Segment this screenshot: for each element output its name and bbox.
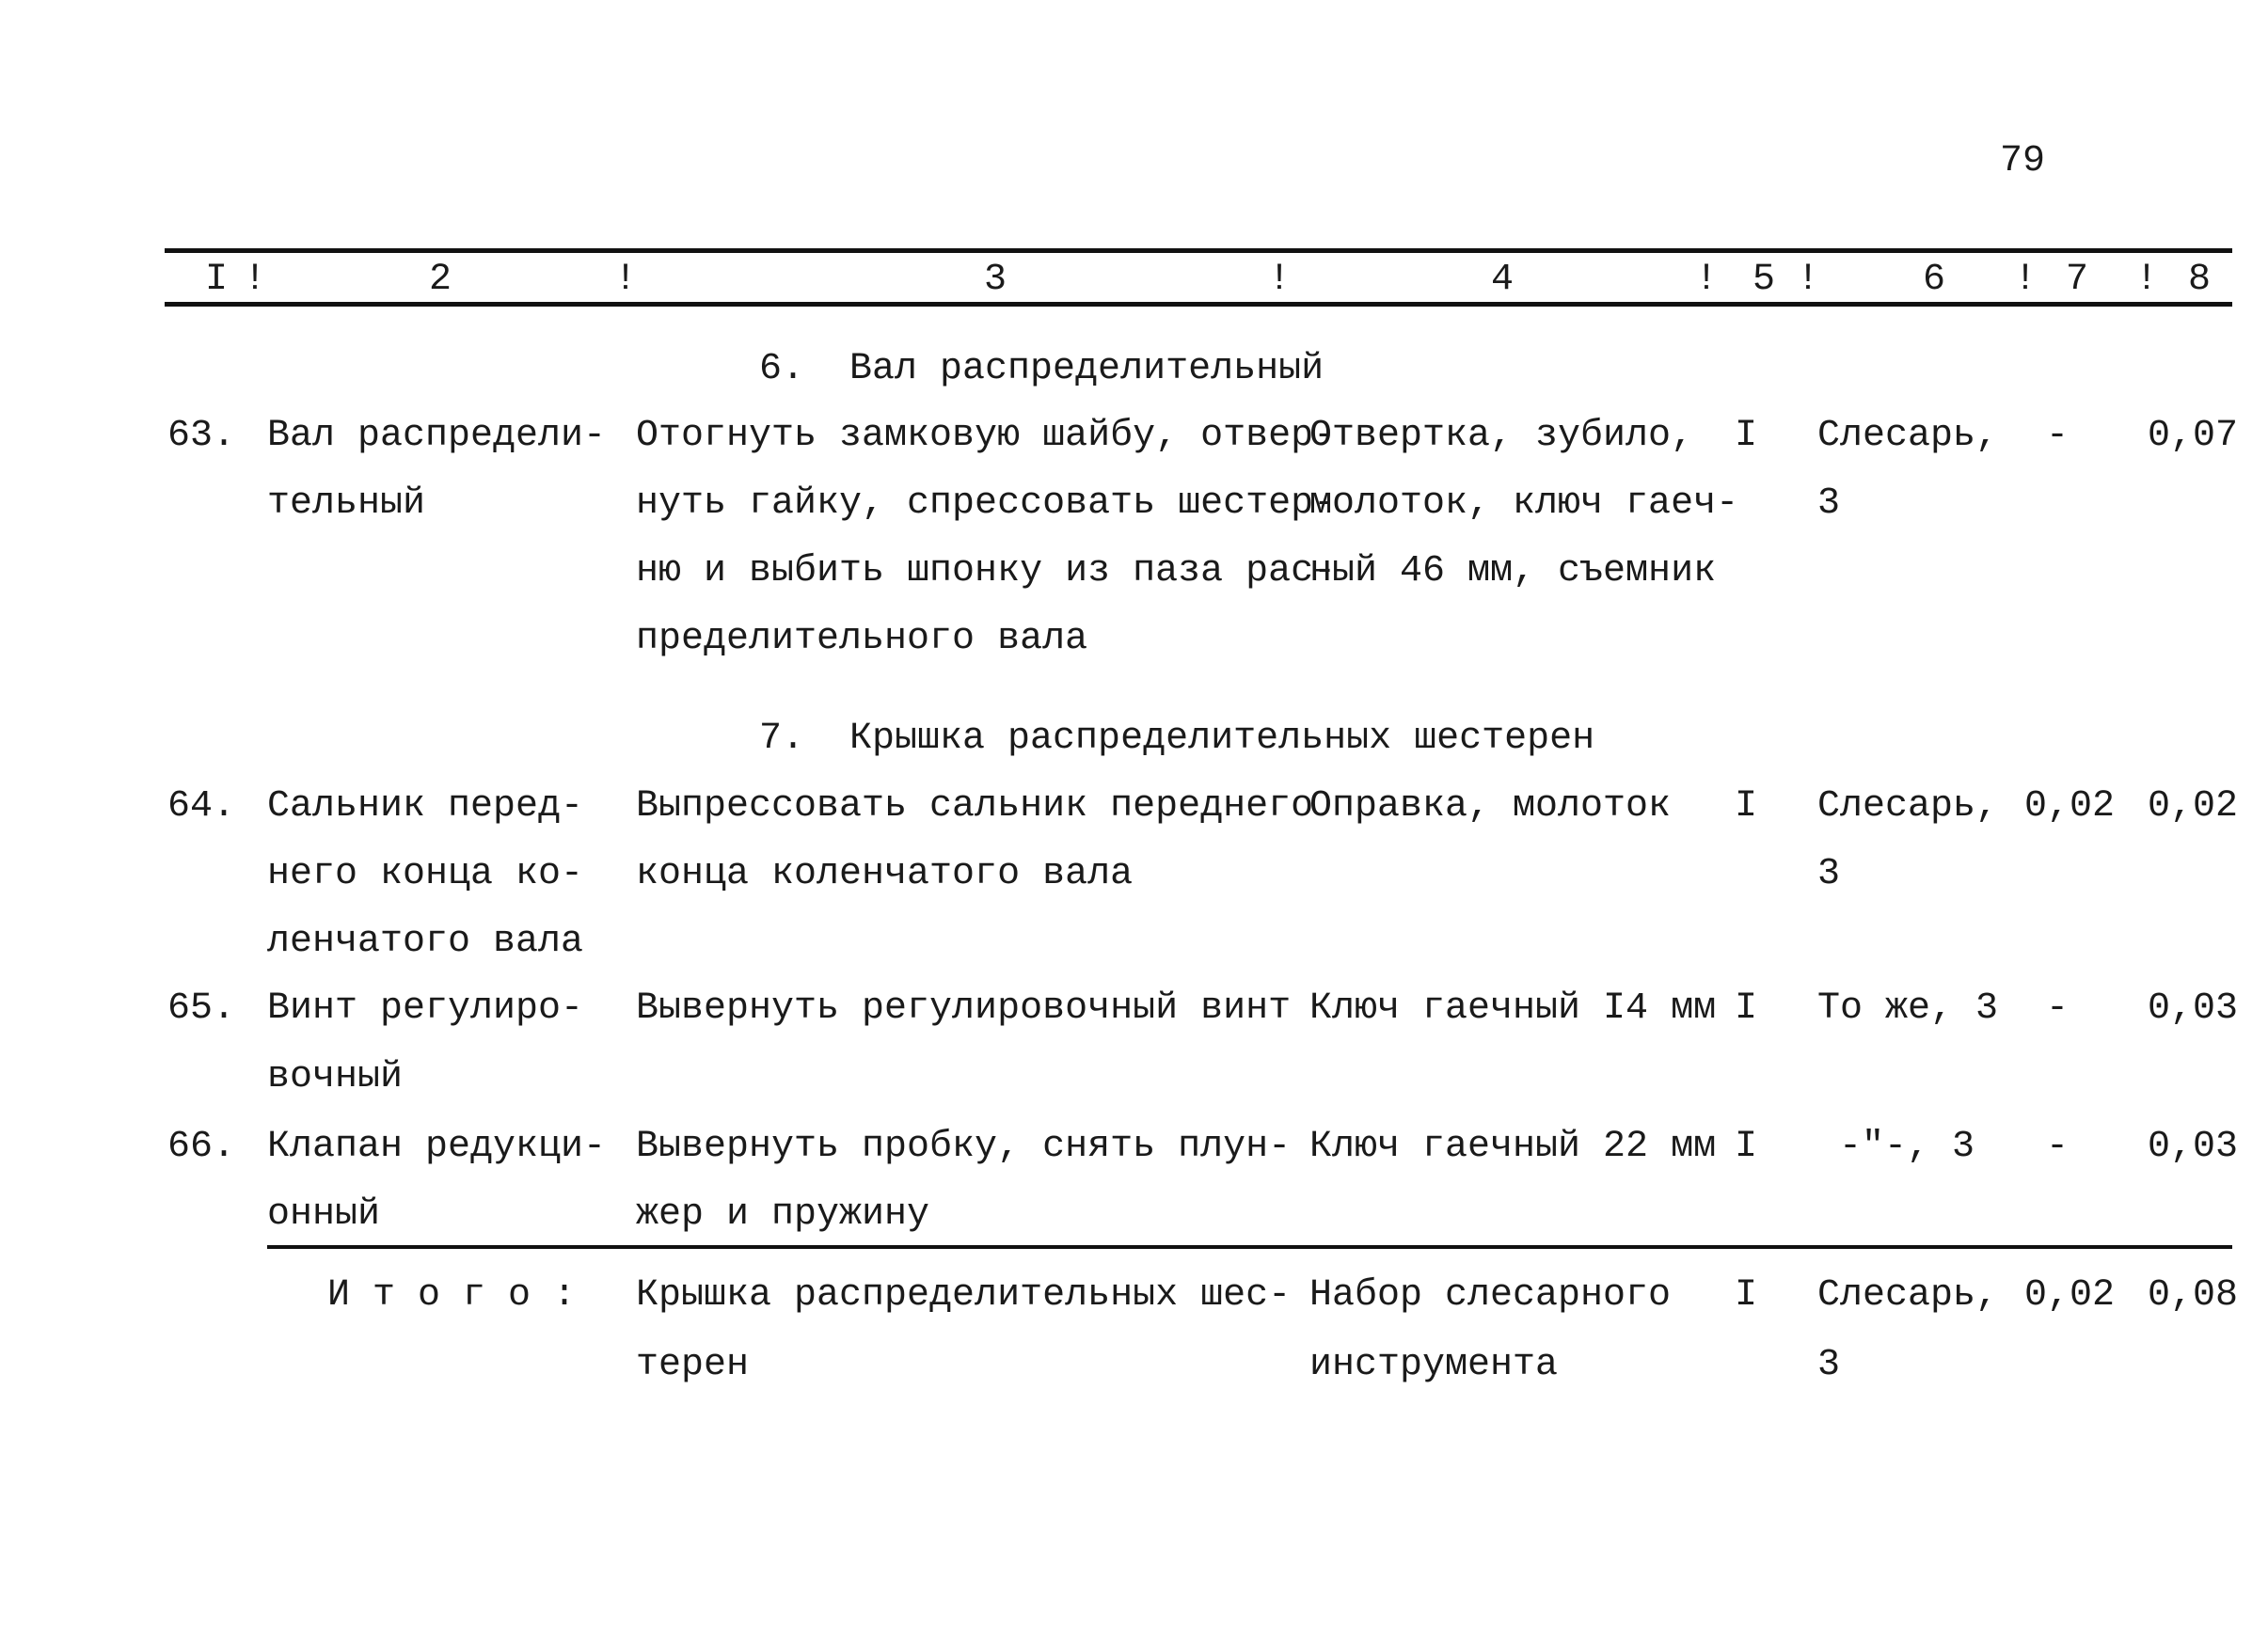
column-header-6: 6 [1922, 259, 1946, 301]
column-header-2: 2 [428, 259, 452, 301]
worker-text: Слесарь, [1817, 785, 1999, 828]
header-bottom-rule [165, 302, 2232, 307]
part-name: онный [267, 1193, 381, 1236]
worker-text: Слесарь, [1817, 1274, 1999, 1317]
column-separator: ! [2134, 259, 2159, 301]
tools-text: Ключ гаечный I4 мм [1309, 987, 1717, 1030]
part-name: него конца ко- [267, 853, 584, 895]
total-rule [267, 1245, 2232, 1249]
worker-text: 3 [1817, 1344, 1841, 1386]
row-number: 66. [167, 1126, 236, 1168]
tools-text: молоток, ключ гаеч- [1309, 482, 1739, 525]
tools-text: Ключ гаечный 22 мм [1309, 1126, 1717, 1168]
operation-text: нуть гайку, спрессовать шестер- [636, 482, 1337, 525]
tools-text: Оправка, молоток [1309, 785, 1672, 828]
quantity-value: I [1735, 785, 1758, 828]
column-separator: ! [613, 259, 638, 301]
column-8-value: 0,03 [2148, 1126, 2239, 1168]
column-separator: ! [2013, 259, 2038, 301]
row-number: 65. [167, 987, 236, 1030]
column-8-value: 0,02 [2148, 785, 2239, 828]
operation-text: терен [636, 1344, 750, 1386]
part-name: ленчатого вала [267, 921, 584, 963]
quantity-value: I [1735, 415, 1758, 457]
total-label: И т о г о : [327, 1274, 577, 1317]
column-separator: ! [1796, 259, 1820, 301]
column-header-8: 8 [2187, 259, 2212, 301]
operation-text: Крышка распределительных шес- [636, 1274, 1292, 1317]
column-7-value: 0,02 [2024, 785, 2116, 828]
operation-text: Отогнуть замковую шайбу, отвер- [636, 415, 1337, 457]
quantity-value: I [1735, 1274, 1758, 1317]
tools-text: инструмента [1309, 1344, 1559, 1386]
tools-text: Отвертка, зубило, [1309, 415, 1694, 457]
part-name: Винт регулиро- [267, 987, 584, 1030]
page-number: 79 [2000, 140, 2046, 182]
operation-text: Вывернуть регулировочный винт [636, 987, 1292, 1030]
row-number: 63. [167, 415, 236, 457]
column-header-3: 3 [983, 259, 1007, 301]
row-number: 64. [167, 785, 236, 828]
quantity-value: I [1735, 1126, 1758, 1168]
worker-text: 3 [1817, 853, 1841, 895]
column-header-7: 7 [2065, 259, 2089, 301]
quantity-value: I [1735, 987, 1758, 1030]
column-separator: ! [243, 259, 267, 301]
column-header-5: 5 [1752, 259, 1776, 301]
part-name: Сальник перед- [267, 785, 584, 828]
tools-text: Набор слесарного [1309, 1274, 1672, 1317]
operation-text: Вывернуть пробку, снять плун- [636, 1126, 1292, 1168]
operation-text: жер и пружину [636, 1193, 930, 1236]
column-8-value: 0,07 [2148, 415, 2239, 457]
column-separator: ! [1267, 259, 1292, 301]
operation-text: ню и выбить шпонку из паза рас- [636, 550, 1337, 592]
part-name: Вал распредели- [267, 415, 607, 457]
column-header-1: I [204, 259, 229, 301]
section-title: 7. Крышка распределительных шестерен [759, 718, 1595, 760]
part-name: Клапан редукци- [267, 1126, 607, 1168]
column-separator: ! [1694, 259, 1719, 301]
part-name: вочный [267, 1056, 404, 1098]
column-7-value: - [2045, 415, 2070, 457]
operation-text: Выпрессовать сальник переднего [636, 785, 1314, 828]
column-7-value: - [2045, 1126, 2070, 1168]
worker-text: То же, 3 [1817, 987, 1999, 1030]
part-name: тельный [267, 482, 426, 525]
column-header-4: 4 [1490, 259, 1515, 301]
tools-text: ный 46 мм, съемник [1309, 550, 1717, 592]
worker-text: 3 [1817, 482, 1841, 525]
column-7-value: 0,02 [2024, 1274, 2116, 1317]
section-title: 6. Вал распределительный [759, 348, 1324, 390]
worker-text: Слесарь, [1817, 415, 1999, 457]
column-8-value: 0,08 [2148, 1274, 2239, 1317]
operation-text: пределительного вала [636, 618, 1088, 660]
column-7-value: - [2045, 987, 2070, 1030]
worker-text: -"-, 3 [1839, 1126, 1975, 1168]
column-8-value: 0,03 [2148, 987, 2239, 1030]
header-top-rule [165, 248, 2232, 253]
operation-text: конца коленчатого вала [636, 853, 1134, 895]
